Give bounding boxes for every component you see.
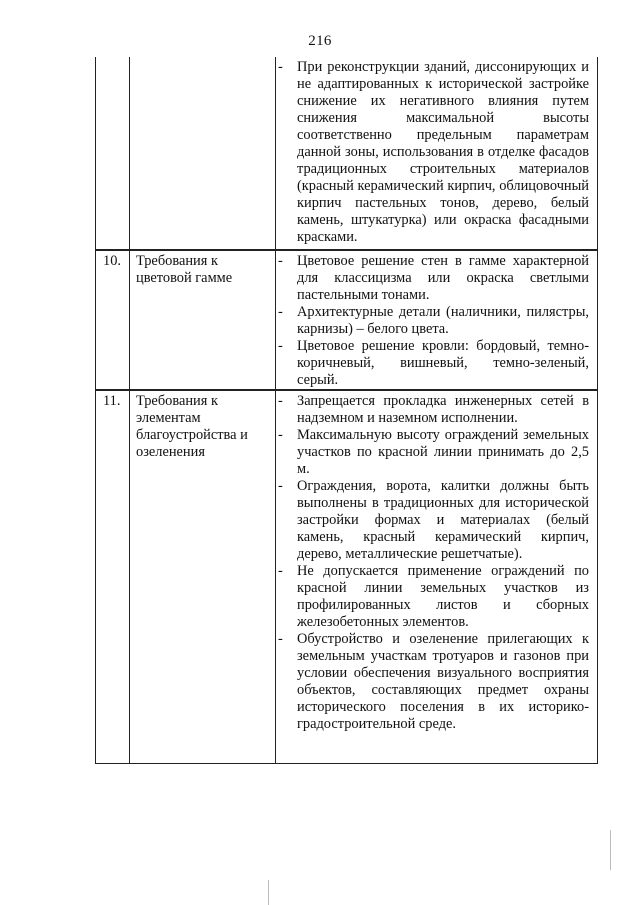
row-title-cell <box>130 390 276 764</box>
row-title: Требования к элементам благоустройства и озеленения <box>136 393 248 460</box>
requirements-cell <box>276 390 598 764</box>
list-bullet: - <box>278 393 283 409</box>
list-item-text: Ограждения, ворота, калитки должны быть выполнены в традиционных для исторической застройки формах и материалах (белый камень, красный керамический кирпич, дерево, металлические решетчатые). <box>297 478 589 562</box>
row-title-cell <box>130 57 276 250</box>
list-item <box>276 427 589 478</box>
row-number-cell <box>96 57 130 250</box>
list-item-text: Максимальную высоту ограждений земельных участков по красной линии принимать до 2,5 м. <box>297 427 589 477</box>
list-item-text: При реконструкции зданий, диссонирующих и не адаптированных к исторической застройке снижение их негативного влияния путем снижения максимальной высоты соответственно предельным параметрам данной зоны, использования в отделке фасадов традиционных строительных материалов (красный керамический кирпич, облицовочный кирпич пастельных тонов, дерево, белый камень, штукатурка) или окраска фасадными красками. <box>297 59 589 245</box>
list-item <box>276 478 589 563</box>
list-item <box>276 253 589 304</box>
requirements-list <box>276 59 589 246</box>
list-bullet: - <box>278 59 283 75</box>
list-bullet: - <box>278 304 283 320</box>
page-number: 216 <box>308 33 332 49</box>
requirements-table <box>95 57 598 764</box>
list-item-text: Цветовое решение стен в гамме характерной для классицизма или окраска светлыми пастельными тонами. <box>297 253 589 303</box>
list-item-text: Обустройство и озеленение прилегающих к земельным участкам тротуаров и газонов при условии обеспечения визуального восприятия объектов, составляющих предмет охраны исторического поселения в их историко-градостроительной среде. <box>297 631 589 732</box>
list-item <box>276 338 589 389</box>
requirements-cell <box>276 250 598 390</box>
list-bullet: - <box>278 338 283 354</box>
list-item-text: Запрещается прокладка инженерных сетей в надземном и наземном исполнении. <box>297 393 589 426</box>
row-number-cell <box>96 250 130 390</box>
list-bullet: - <box>278 631 283 647</box>
list-item <box>276 563 589 631</box>
table-row <box>96 390 598 764</box>
requirements-list <box>276 253 589 389</box>
table-row <box>96 250 598 390</box>
list-bullet: - <box>278 427 283 443</box>
row-number: 10. <box>103 253 121 269</box>
requirements-cell <box>276 57 598 250</box>
list-item-text: Не допускается применение ограждений по красной линии земельных участков из профилированных листов и сборных железобетонных элементов. <box>297 563 589 630</box>
list-item-text: Цветовое решение кровли: бордовый, темно-коричневый, вишневый, темно-зеленый, серый. <box>297 338 589 388</box>
scan-edge-mark <box>268 880 269 905</box>
list-bullet: - <box>278 253 283 269</box>
row-number: 11. <box>103 393 121 409</box>
list-item-text: Архитектурные детали (наличники, пилястры, карнизы) – белого цвета. <box>297 304 589 337</box>
list-item <box>276 631 589 733</box>
list-bullet: - <box>278 478 283 494</box>
row-title: Требования к цветовой гамме <box>136 253 233 286</box>
table-row <box>96 57 598 250</box>
row-title-cell <box>130 250 276 390</box>
row-number-cell <box>96 390 130 764</box>
requirements-list <box>276 393 589 733</box>
scan-edge-mark <box>610 830 611 870</box>
list-item <box>276 393 589 427</box>
list-bullet: - <box>278 563 283 579</box>
list-item <box>276 304 589 338</box>
list-item <box>276 59 589 246</box>
